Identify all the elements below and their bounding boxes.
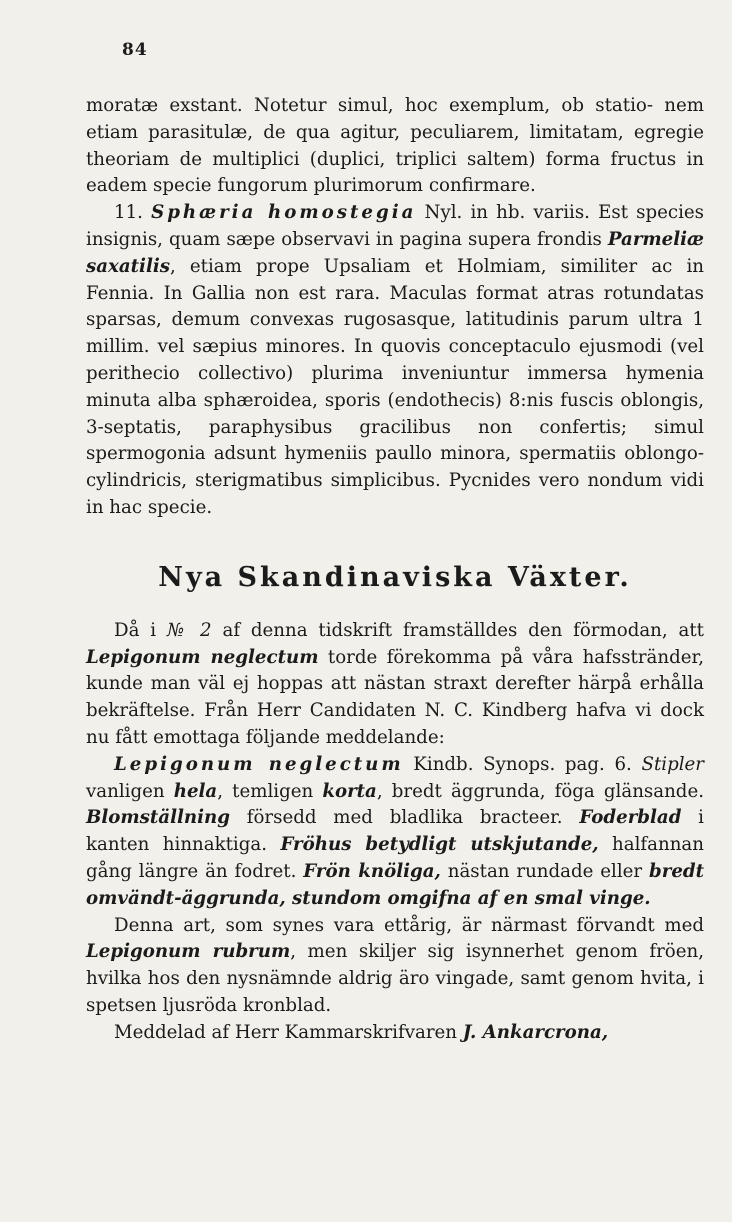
host-name: Parmeliæ saxatilis — [86, 228, 704, 277]
term-foderblad: Foderblad — [579, 807, 682, 829]
author-citation: Kindb. Synops. pag. 6. — [403, 753, 632, 775]
paragraph-text: Nyl. in hb. variis. Est species insignis, quam sæpe observavi in pagina supera frondis — [86, 202, 704, 250]
text-line: nem etiam parasitulæ, de qua agitur, peculiarem, limitatam, — [86, 95, 704, 143]
term-frohus: Fröhus betydligt utskjutande, — [280, 834, 599, 856]
term-fron: Frön knöliga, — [303, 860, 441, 882]
attribution — [86, 1020, 704, 1047]
species-name: Lepigonum neglectum — [86, 646, 319, 668]
paragraph-text: torde förekomma på våra hafsstränder, kunde man väl ej hoppas att nästan straxt derefter härpå erhålla bekräftelse. Från Herr Candidaten N. C. Kindberg hafva vi dock nu fått emottaga följande meddelande: — [86, 646, 704, 748]
swedish-paragraph-2 — [86, 913, 704, 1020]
contributor-name: J. Ankarcrona, — [462, 1021, 609, 1043]
term-korta: korta — [322, 780, 377, 802]
species-name: Sphæria homostegia — [151, 202, 417, 224]
item-number: 11. — [114, 202, 143, 224]
attribution-text: Meddelad af Herr Kammarskrifvaren — [114, 1021, 463, 1043]
paragraph-text: Denna art, som synes vara ettårig, är närmast förvandt med — [114, 914, 704, 936]
paragraph-text: Då i — [114, 619, 167, 641]
term-fron-shape: bredt omvändt-äggrunda, stundom omgifna af en smal vinge. — [86, 860, 705, 909]
paragraph-text: , etiam prope Upsaliam et Holmiam, similiter ac in Fennia. In Gallia non est rara. Maculas format atras rotundatas sparsas, demum convexas rugosasque, latitudinis parum ultra 1 millim. vel sæpius minores. In quovis conceptaculo ejusmodi (vel perithecio collectivo) plurima inveniuntur immersa hymenia minuta alba sphæroidea, sporis (endothecis) 8:nis fuscis oblongis, 3-septatis, paraphysibus gracilibus non confertis; simul spermogonia adsunt hymeniis paullo minora, spermatiis oblongo-cylindricis, sterigmatibus simplicibus. Pycnides vero nondum vidi in hac specie. — [86, 255, 704, 518]
species-description — [86, 752, 704, 913]
paragraph-text: , bredt äggrunda, föga glänsande. — [376, 780, 704, 802]
issue-reference: № 2 — [166, 619, 212, 641]
paragraph-text: försedd med bladlika bracteer. — [229, 807, 580, 829]
paragraph-text: , men skiljer sig isynnerhet genom fröen, hvilka hos den nysnämnde aldrig äro vingade, samt genom hvita, i spetsen ljusröda kronblad. — [86, 941, 704, 1016]
text-line: fructus in eadem specie fungorum plurimorum confirmare. — [86, 148, 704, 197]
latin-paragraph-2 — [86, 200, 704, 522]
page-number: 84 — [122, 40, 148, 60]
paragraph-text: nästan rundade eller — [440, 860, 650, 882]
spacer — [86, 522, 704, 540]
paragraph-text: , temligen — [217, 780, 323, 802]
latin-paragraph-1 — [86, 93, 704, 200]
paragraph-text: i kanten hinnaktiga. — [86, 807, 704, 856]
section-heading: Nya Skandinaviska Växter. — [158, 561, 632, 593]
paragraph-text: halfannan gång längre än fodret. — [86, 834, 704, 882]
comparison-species: Lepigonum rubrum — [86, 941, 291, 963]
term-blomstallning: Blomställning — [86, 807, 230, 829]
description-species-name: Lepigonum neglectum — [114, 753, 404, 775]
swedish-paragraph-1 — [86, 618, 704, 752]
text-line: moratæ exstant. Notetur simul, hoc exemplum, ob statio- — [86, 95, 653, 116]
text-block — [86, 93, 704, 1047]
term-stipler: Stipler — [641, 753, 704, 775]
term-hela: hela — [173, 780, 218, 802]
text-line: egregie theoriam de multiplici (duplici, triplici saltem) forma — [86, 121, 704, 170]
paragraph-text: af denna tidskrift framställdes den förmodan, att — [211, 619, 704, 641]
paragraph-text: vanligen — [86, 780, 174, 802]
